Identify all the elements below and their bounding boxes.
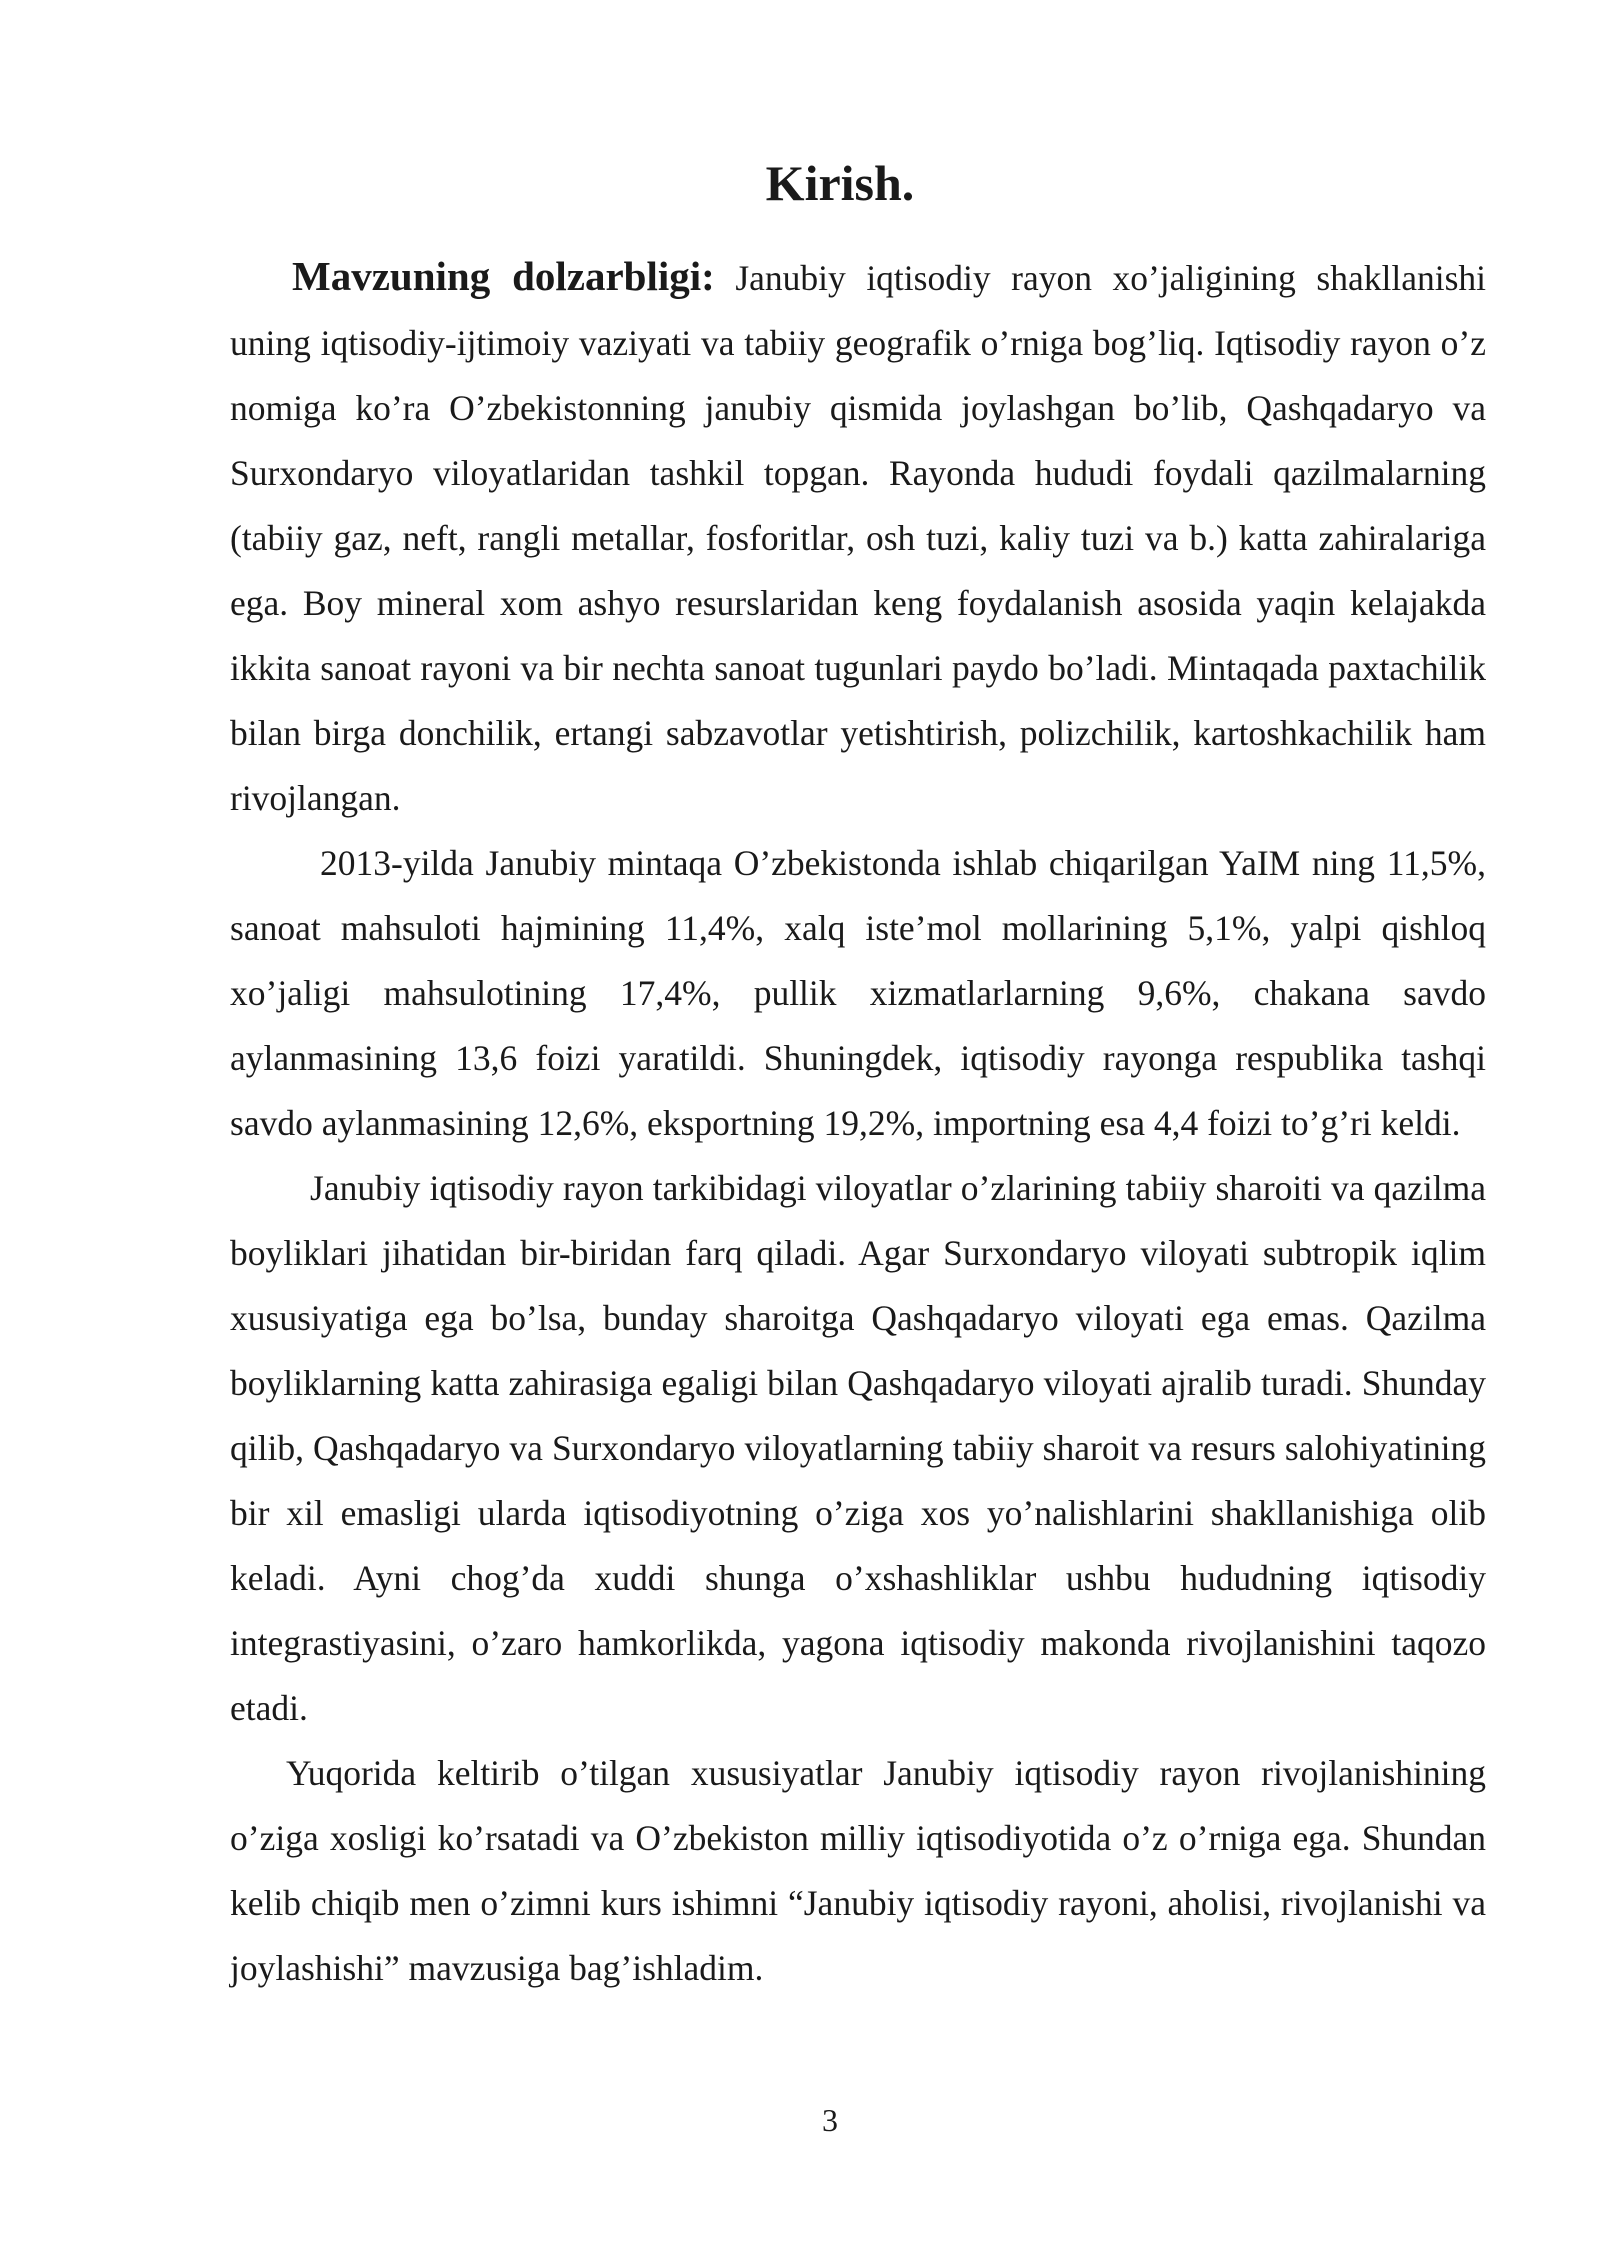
paragraph-statistics: 2013-yilda Janubiy mintaqa O’zbekistonda ishlab chiqarilgan YaIM ning 11,5%, sanoat mahsuloti hajmining 11,4%, xalq iste’mol mollarining 5,1%, yalpi qishloq xo’jaligi mahsulotining 17,4%, pullik xizmatlarlarning 9,6%, chakana savdo aylanmasining 13,6 foizi yaratildi. Shuningdek, iqtisodiy rayonga respublika tashqi savdo aylanmasining 12,6%, eksportning 19,2%, importning esa 4,4 foizi to’g’ri keldi. [230,843,1486,1143]
paragraph-conclusion: Yuqorida keltirib o’tilgan xususiyatlar Janubiy iqtisodiy rayon rivojlanishining o’ziga xosligi ko’rsatadi va O’zbekiston milliy iqtisodiyotida o’z o’rniga ega. Shundan kelib chiqib men o’zimni kurs ishimni “Janubiy iqtisodiy rayoni, aholisi, rivojlanishi va joylashishi” mavzusiga bag’ishladim. [230,1753,1486,1988]
paragraph-lead-heading: Mavzuning dolzarbligi: [292,253,715,299]
page-number: 3 [822,2102,838,2138]
page-title: Kirish. [765,155,915,211]
paragraph-text: Janubiy iqtisodiy rayon xo’jaligining shakllanishi uning iqtisodiy-ijtimoiy vaziyati va tabiiy geografik o’rniga bog’liq. Iqtisodiy rayon o’z nomiga ko’ra O’zbekistonning janubiy qismida joylashgan bo’lib, Qashqadaryo va Surxondaryo viloyatlaridan tashkil topgan. Rayonda hududi foydali qazilmalarning (tabiiy gaz, neft, rangli metallar, fosforitlar, osh tuzi, kaliy tuzi va b.) katta zahiralariga ega. Boy mineral xom ashyo resurslaridan keng foydalanish asosida yaqin kelajakda ikkita sanoat rayoni va bir nechta sanoat tugunlari paydo bo’ladi. Mintaqada paxtachilik bilan birga donchilik, ertangi sabzavotlar yetishtirish, polizchilik, kartoshkachilik ham rivojlangan. [230,258,1486,818]
paragraph-relevance [230,244,1486,831]
paragraph-regions: Janubiy iqtisodiy rayon tarkibidagi viloyatlar o’zlarining tabiiy sharoiti va qazilma boyliklari jihatidan bir-biridan farq qiladi. Agar Surxondaryo viloyati subtropik iqlim xususiyatiga ega bo’lsa, bunday sharoitga Qashqadaryo viloyati ega emas. Qazilma boyliklarning katta zahirasiga egaligi bilan Qashqadaryo viloyati ajralib turadi. Shunday qilib, Qashqadaryo va Surxondaryo viloyatlarning tabiiy sharoit va resurs salohiyatining bir xil emasligi ularda iqtisodiyotning o’ziga xos yo’nalishlarini shakllanishiga olib keladi. Ayni chog’da xuddi shunga o’xshashliklar ushbu hududning iqtisodiy integrastiyasini, o’zaro hamkorlikda, yagona iqtisodiy makonda rivojlanishini taqozo etadi. [230,1168,1486,1728]
document-body [230,244,1486,2001]
